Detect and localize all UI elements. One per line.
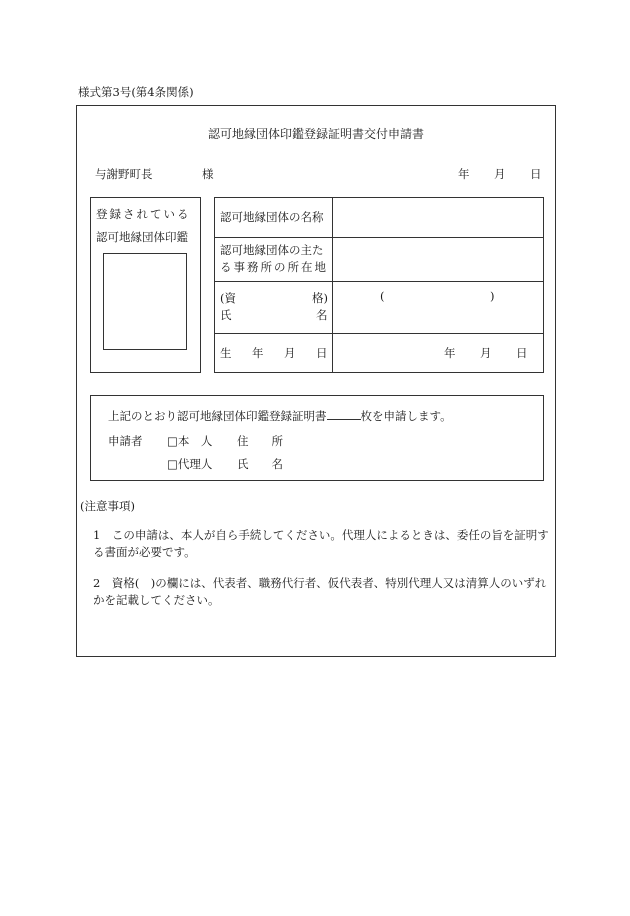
date-year: 年: [458, 167, 470, 181]
birth-label-hi: 日: [316, 346, 328, 360]
birth-day-unit: 日: [516, 346, 528, 360]
office-address-label-line1: 認可地縁団体の主た: [220, 243, 324, 257]
group-name-label: 認可地縁団体の名称: [220, 210, 324, 224]
applicant-name-label: 氏 名: [237, 457, 283, 471]
applicant-self-checkbox[interactable]: □本 人: [167, 434, 213, 448]
applicant-agent-checkbox[interactable]: □代理人: [167, 457, 213, 471]
birth-label-nen: 年: [252, 346, 264, 360]
copies-count-field[interactable]: [327, 407, 361, 420]
addressee-honorific: 様: [202, 167, 214, 181]
birth-date-field[interactable]: [333, 334, 543, 372]
group-name-field[interactable]: [333, 198, 543, 236]
note-item-1: 1 この申請は、本人が自ら手続してください。代理人によるときは、委任の旨を証明する書面が必要です。: [93, 528, 549, 559]
applicant-address-label: 住 所: [237, 434, 283, 448]
birth-year-unit: 年: [444, 346, 456, 360]
notes-heading: (注意事項): [80, 499, 135, 513]
qualification-label-open: (資: [220, 291, 236, 305]
request-text-before: 上記のとおり認可地縁団体印鑑登録証明書: [108, 409, 327, 423]
applicant-label: 申請者: [108, 434, 143, 448]
qualification-label-close: 格): [312, 291, 328, 305]
birth-month-unit: 月: [480, 346, 492, 360]
request-statement: [108, 407, 452, 424]
office-address-field[interactable]: [333, 238, 543, 280]
qualification-paren-open: (: [380, 289, 385, 303]
seal-impression-area[interactable]: [103, 253, 187, 350]
office-address-label-line2: る事務所の所在地: [220, 260, 328, 274]
form-title: 認可地縁団体印鑑登録証明書交付申請書: [207, 127, 424, 141]
date-month: 月: [494, 167, 506, 181]
request-text-after: 枚を申請します。: [360, 409, 452, 423]
note-item-2: 2 資格( )の欄には、代表者、職務代行者、仮代表者、特別代理人又は清算人のいずれかを記載してください。: [93, 576, 547, 607]
form-number-label: 様式第3号(第4条関係): [78, 85, 194, 99]
birth-label-sei: 生: [220, 346, 232, 360]
name-label-first: 氏: [220, 308, 232, 322]
addressee: 与謝野町長: [95, 167, 153, 181]
birth-label-tsuki: 月: [284, 346, 296, 360]
name-label-last: 名: [316, 308, 328, 322]
representative-name-field[interactable]: [333, 282, 543, 332]
qualification-paren-close: ): [490, 289, 495, 303]
seal-box-line2: 認可地縁団体印鑑: [96, 230, 188, 244]
date-day: 日: [530, 167, 542, 181]
seal-box-line1: 登録されている: [96, 207, 191, 221]
